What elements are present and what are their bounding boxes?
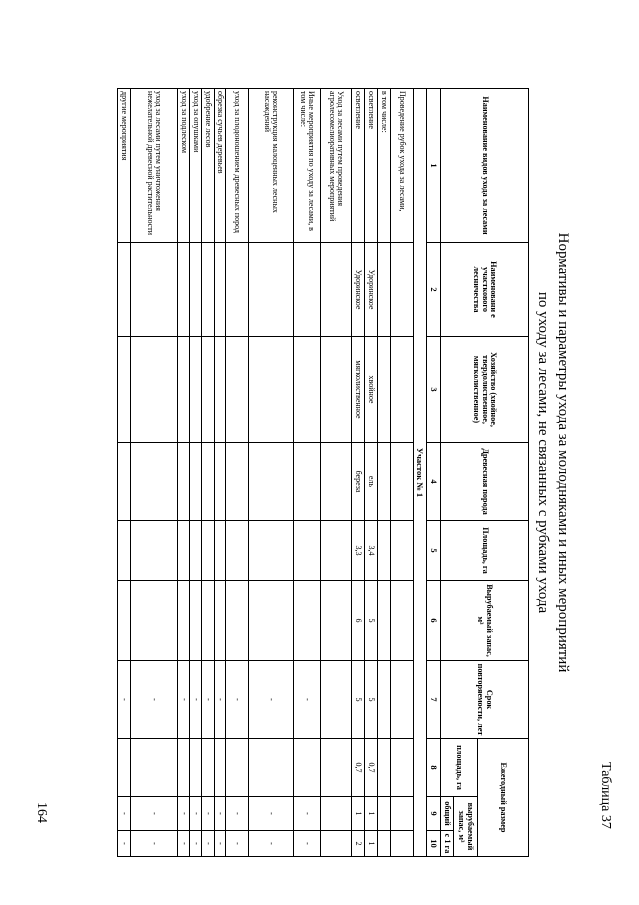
row-value-cell [378,661,391,739]
section-label: Участок № 1 [414,89,427,857]
table-row [321,89,352,857]
row-value-cell: - [294,797,321,831]
row-value-cell [178,443,190,521]
row-value-cell [118,581,131,661]
row-value-cell [249,443,294,521]
row-value-cell [131,739,178,797]
row-value-cell: 1 [352,797,365,831]
col-number: 10 [427,831,441,857]
col-number: 3 [427,337,441,443]
row-value-cell: - [215,797,226,831]
row-value-cell [226,337,249,443]
row-value-cell [226,443,249,521]
col-number: 2 [427,243,441,337]
row-value-cell [321,831,352,857]
row-value-cell: 5 [352,661,365,739]
row-value-cell: - [178,661,190,739]
table-row [118,89,131,857]
row-value-cell [294,243,321,337]
row-value-cell [190,521,202,581]
row-name-cell: уход за опушками [190,89,202,243]
row-value-cell [202,739,215,797]
row-value-cell [378,797,391,831]
row-value-cell [391,797,414,831]
row-value-cell [226,739,249,797]
row-value-cell [190,739,202,797]
page-subtitle: по уходу за лесами, не связанных с рубками ухода [535,291,551,614]
row-value-cell: Удоринское [365,243,378,337]
header-area: Площадь, га [441,521,529,581]
col-number: 5 [427,521,441,581]
header-annual-volume: вырубаемый запас, м³ [454,797,478,857]
row-value-cell: 3,3 [352,521,365,581]
header-forestry: Наименовани е участкового лесничества [441,243,529,337]
row-value-cell: - [118,661,131,739]
row-value-cell [378,831,391,857]
row-value-cell: Удоринское [352,243,365,337]
row-value-cell: хвойное [365,337,378,443]
col-number: 8 [427,739,441,797]
row-value-cell [391,443,414,521]
row-value-cell [202,521,215,581]
row-name-cell: удобрение лесов [202,89,215,243]
row-value-cell [178,521,190,581]
row-value-cell: 3,4 [365,521,378,581]
table-row [190,89,202,857]
row-value-cell [321,661,352,739]
row-value-cell [202,337,215,443]
row-value-cell [190,337,202,443]
row-value-cell: - [226,797,249,831]
row-value-cell: - [215,831,226,857]
header-species: Древесная порода [441,443,529,521]
table-row [202,89,215,857]
row-name-cell: другие мероприятия [118,89,131,243]
row-value-cell: - [215,661,226,739]
row-value-cell [294,739,321,797]
row-value-cell [118,337,131,443]
row-name-cell: Уход за лесами путем проведения агролесомелиоративных мероприятий [321,89,352,243]
row-name-cell: Иные мероприятия по уходу за лесами, в том числе: [294,89,321,243]
table-row [249,89,294,857]
table-row [352,89,365,857]
row-value-cell [178,581,190,661]
row-value-cell [378,739,391,797]
header-economy: Хозяйство (хвойное, твердолиственное, мягколиственное) [441,337,529,443]
row-value-cell: мягколиственное [352,337,365,443]
row-value-cell [215,243,226,337]
row-value-cell [249,243,294,337]
row-value-cell [378,443,391,521]
row-value-cell [226,581,249,661]
header-annual-area: площадь, га [441,739,478,797]
row-value-cell [391,337,414,443]
row-name-cell: осветление [352,89,365,243]
row-value-cell [190,581,202,661]
row-value-cell [294,337,321,443]
row-value-cell [321,739,352,797]
row-value-cell: ель [365,443,378,521]
row-value-cell [118,521,131,581]
row-value-cell: - [226,831,249,857]
row-value-cell [249,521,294,581]
row-value-cell [215,337,226,443]
row-value-cell [131,521,178,581]
row-value-cell: - [249,661,294,739]
row-value-cell: - [249,831,294,857]
row-value-cell [178,243,190,337]
row-value-cell: 6 [352,581,365,661]
row-value-cell [321,243,352,337]
row-value-cell [215,739,226,797]
row-value-cell: - [190,661,202,739]
row-value-cell [178,337,190,443]
row-name-cell: уход за плодоношением древесных пород [226,89,249,243]
row-value-cell [321,797,352,831]
table-row [226,89,249,857]
row-value-cell: береза [352,443,365,521]
row-value-cell [215,581,226,661]
row-value-cell [321,443,352,521]
row-value-cell: - [190,831,202,857]
row-value-cell: - [178,797,190,831]
row-value-cell [378,581,391,661]
row-value-cell [226,521,249,581]
row-value-cell [202,443,215,521]
col-number: 1 [427,89,441,243]
row-value-cell: - [202,797,215,831]
row-value-cell: - [294,831,321,857]
header-annual-group: Ежегодный размер [478,739,529,857]
row-value-cell [294,521,321,581]
header-care-type: Наименование видов ухода за лесами [441,89,529,243]
row-value-cell: - [294,661,321,739]
table-row [365,89,378,857]
row-value-cell: 1 [365,831,378,857]
row-name-cell: обрезка сучьев деревьев [215,89,226,243]
table-row [378,89,391,857]
row-value-cell [249,337,294,443]
row-value-cell [190,443,202,521]
row-name-cell: уход за лесами путем уничтожения нежелательной древесной растительности [131,89,178,243]
row-value-cell: 5 [365,661,378,739]
row-value-cell [118,443,131,521]
row-value-cell: 1 [365,797,378,831]
table-row [131,89,178,857]
row-name-cell: в том числе: [378,89,391,243]
row-value-cell: 0,7 [365,739,378,797]
row-value-cell [321,581,352,661]
row-value-cell: 0,7 [352,739,365,797]
row-value-cell [190,243,202,337]
table-row [391,89,414,857]
header-period: Срок повторяемости, лет [441,661,529,739]
row-value-cell: - [131,661,178,739]
header-per-ha: с 1 га [441,831,454,857]
row-value-cell [226,243,249,337]
row-value-cell: - [131,797,178,831]
row-value-cell [294,581,321,661]
row-value-cell [378,337,391,443]
col-number: 9 [427,797,441,831]
row-value-cell: - [202,661,215,739]
row-value-cell [321,521,352,581]
row-value-cell [378,521,391,581]
row-value-cell [294,443,321,521]
row-value-cell: - [226,661,249,739]
row-value-cell: - [131,831,178,857]
row-value-cell [391,243,414,337]
row-value-cell [249,739,294,797]
page-number: 164 [34,802,49,823]
table-row [215,89,226,857]
row-value-cell [131,443,178,521]
row-name-cell: осветление [365,89,378,243]
col-number: 4 [427,443,441,521]
col-number: 7 [427,661,441,739]
row-value-cell: - [202,831,215,857]
row-value-cell [391,831,414,857]
row-value-cell [391,739,414,797]
row-value-cell [131,243,178,337]
row-value-cell [391,521,414,581]
row-value-cell [131,581,178,661]
table-label: Таблица 37 [598,762,613,829]
row-value-cell [215,443,226,521]
norms-table [117,88,529,857]
row-value-cell: - [178,831,190,857]
row-value-cell: 2 [352,831,365,857]
page-title: Нормативы и параметры ухода за молодняками и иных мероприятий [555,232,571,673]
header-total: общий [441,797,454,831]
col-number: 6 [427,581,441,661]
row-value-cell [118,739,131,797]
row-value-cell [378,243,391,337]
row-value-cell [131,337,178,443]
row-value-cell [321,337,352,443]
row-value-cell [249,581,294,661]
row-value-cell [202,581,215,661]
row-value-cell [118,243,131,337]
row-value-cell [391,581,414,661]
row-name-cell: уход за подлеском [178,89,190,243]
table-row [178,89,190,857]
row-value-cell: 5 [365,581,378,661]
row-value-cell: - [118,831,131,857]
row-value-cell [202,243,215,337]
section-row [414,89,427,857]
row-name-cell: Проведение рубок ухода за лесами, [391,89,414,243]
row-value-cell [391,661,414,739]
column-numbers-row [427,89,441,857]
row-value-cell: - [249,797,294,831]
row-value-cell: - [118,797,131,831]
header-volume: Вырубаемый запас, м³ [441,581,529,661]
table-row [294,89,321,857]
row-name-cell: реконструкция малоценных лесных насаждений [249,89,294,243]
row-value-cell [215,521,226,581]
row-value-cell [178,739,190,797]
row-value-cell: - [190,797,202,831]
